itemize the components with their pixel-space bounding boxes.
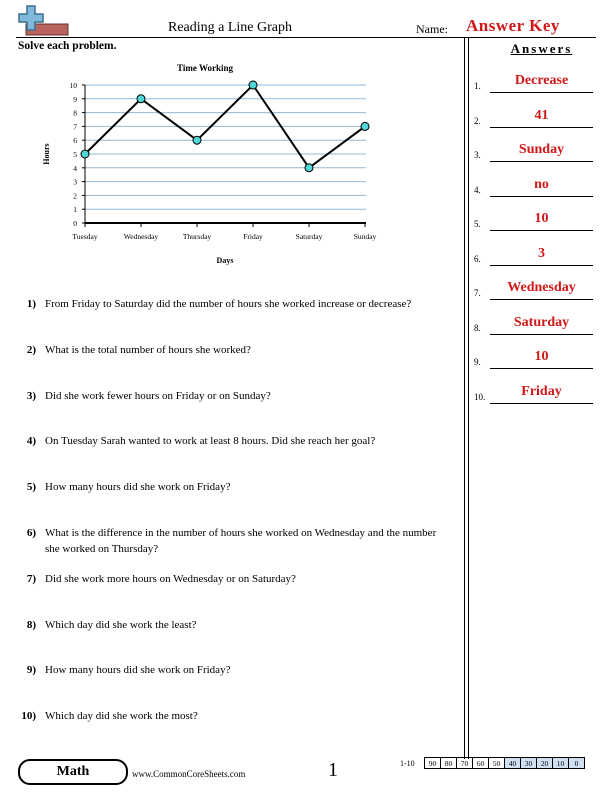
answer-number: 7. — [474, 288, 481, 298]
answer-value: Decrease — [514, 73, 569, 88]
answer-value: 10 — [534, 211, 549, 226]
question-text: Did she work more hours on Wednesday or on Saturday? — [45, 573, 296, 585]
answer-row — [474, 175, 604, 197]
question-number: 1) — [26, 298, 36, 310]
data-point — [137, 95, 145, 103]
x-tick-label: Tuesday — [72, 232, 98, 241]
data-point — [305, 164, 313, 172]
score-cell: 70 — [457, 758, 473, 769]
question-number: 6) — [26, 527, 36, 539]
answer-number: 8. — [474, 322, 481, 333]
question-number: 7) — [26, 573, 36, 585]
question-text: What is the total number of hours she worked? — [45, 344, 251, 356]
x-tick-label: Thursday — [182, 232, 212, 241]
y-tick-label: 7 — [73, 122, 77, 132]
y-tick-label: 3 — [73, 177, 77, 187]
question-text: On Tuesday Sarah wanted to work at least 8 hours. Did she reach her goal? — [45, 435, 376, 447]
answer-line — [490, 299, 593, 300]
answer-number: 5. — [474, 219, 481, 229]
name-label: Name: — [416, 22, 448, 36]
answer-line — [490, 265, 593, 266]
answer-line — [490, 127, 593, 128]
answer-number: 9. — [474, 357, 481, 367]
score-cell: 0 — [569, 758, 585, 769]
answer-row — [474, 313, 604, 335]
site-url: www.CommonCoreSheets.com — [132, 769, 246, 779]
y-tick-label: 9 — [73, 94, 77, 104]
score-range-label: 1-10 — [400, 759, 415, 768]
score-table — [424, 757, 585, 769]
score-cell: 20 — [537, 758, 553, 769]
question-text: Did she work fewer hours on Friday or on Sunday? — [45, 390, 271, 402]
footer — [16, 757, 596, 785]
answer-line — [490, 334, 593, 335]
answer-row — [474, 244, 604, 266]
question-number: 3) — [26, 390, 36, 402]
y-tick-label: 4 — [73, 163, 77, 173]
chart-title: Time Working — [177, 63, 233, 73]
question-number: 9) — [26, 664, 36, 676]
answer-line — [490, 92, 593, 93]
y-tick-label: 1 — [73, 205, 77, 215]
line-chart — [0, 55, 400, 275]
column-divider — [464, 37, 465, 759]
answers-heading: Answers — [510, 41, 573, 56]
y-tick-label: 2 — [73, 191, 77, 201]
answer-row — [474, 347, 604, 369]
answer-line — [490, 403, 593, 404]
answer-row — [474, 140, 604, 162]
score-cell: 90 — [425, 758, 441, 769]
question-text: Which day did she work the most? — [45, 710, 198, 722]
y-tick-label: 6 — [73, 136, 77, 146]
answer-value: Wednesday — [507, 280, 576, 295]
answer-value: no — [534, 176, 549, 192]
answer-number: 4. — [474, 184, 481, 195]
question-text: How many hours did she work on Friday? — [45, 664, 231, 676]
question-number: 10) — [21, 710, 36, 722]
answer-value: 10 — [534, 349, 549, 364]
score-cell: 60 — [473, 758, 489, 769]
answer-value: Sunday — [518, 142, 565, 157]
answer-line — [490, 161, 593, 162]
question-number: 2) — [26, 344, 36, 356]
y-tick-label: 10 — [69, 81, 77, 90]
x-tick-label: Saturday — [295, 232, 323, 241]
y-tick-label: 0 — [73, 219, 77, 228]
answer-line — [490, 196, 593, 197]
score-cell: 80 — [441, 758, 457, 769]
x-tick-label: Sunday — [353, 232, 377, 241]
score-cell: 50 — [489, 758, 505, 769]
question-text: Which day did she work the least? — [45, 619, 197, 631]
answer-value: Friday — [521, 383, 562, 399]
page-title: Reading a Line Graph — [167, 20, 292, 35]
answer-number: 3. — [474, 150, 481, 160]
answer-row — [474, 382, 604, 404]
x-axis-label: Days — [216, 256, 234, 265]
subject-badge: Math — [18, 759, 128, 785]
answer-number: 1. — [474, 81, 481, 91]
answer-row — [474, 209, 604, 231]
page-number: 1 — [328, 759, 338, 781]
answer-value: Saturday — [513, 314, 570, 330]
instructions: Solve each problem. — [18, 40, 117, 52]
answer-row — [474, 71, 604, 93]
answer-value: 3 — [538, 245, 545, 261]
answer-key-label: Answer Key — [466, 16, 560, 35]
score-cell: 30 — [521, 758, 537, 769]
question-number: 8) — [26, 619, 36, 631]
question-number: 5) — [26, 481, 36, 493]
answer-row — [474, 106, 604, 128]
answer-number: 2. — [474, 115, 481, 126]
answer-row — [474, 278, 604, 300]
answer-number: 6. — [474, 253, 481, 264]
question-text: What is the difference in the number of hours she worked on Wednesday and the number she worked on Thursday? — [45, 527, 437, 555]
answer-line — [490, 368, 593, 369]
x-tick-label: Friday — [243, 232, 263, 241]
question-number: 4) — [26, 435, 36, 447]
data-point — [249, 81, 257, 89]
data-point — [361, 122, 369, 130]
question-text: How many hours did she work on Friday? — [45, 481, 231, 493]
column-divider — [468, 37, 469, 759]
score-cell: 40 — [505, 758, 521, 769]
y-tick-label: 8 — [73, 108, 77, 118]
y-axis-label: Hours — [42, 143, 51, 165]
y-tick-label: 5 — [73, 150, 77, 159]
data-point — [81, 150, 89, 158]
answer-line — [490, 230, 593, 231]
answer-value: 41 — [534, 107, 549, 123]
question-text: From Friday to Saturday did the number of hours she worked increase or decrease? — [45, 298, 412, 310]
header-divider — [16, 37, 596, 38]
x-tick-label: Wednesday — [123, 232, 159, 241]
answer-number: 10. — [474, 391, 486, 402]
score-cell: 10 — [553, 758, 569, 769]
data-point — [193, 136, 201, 144]
